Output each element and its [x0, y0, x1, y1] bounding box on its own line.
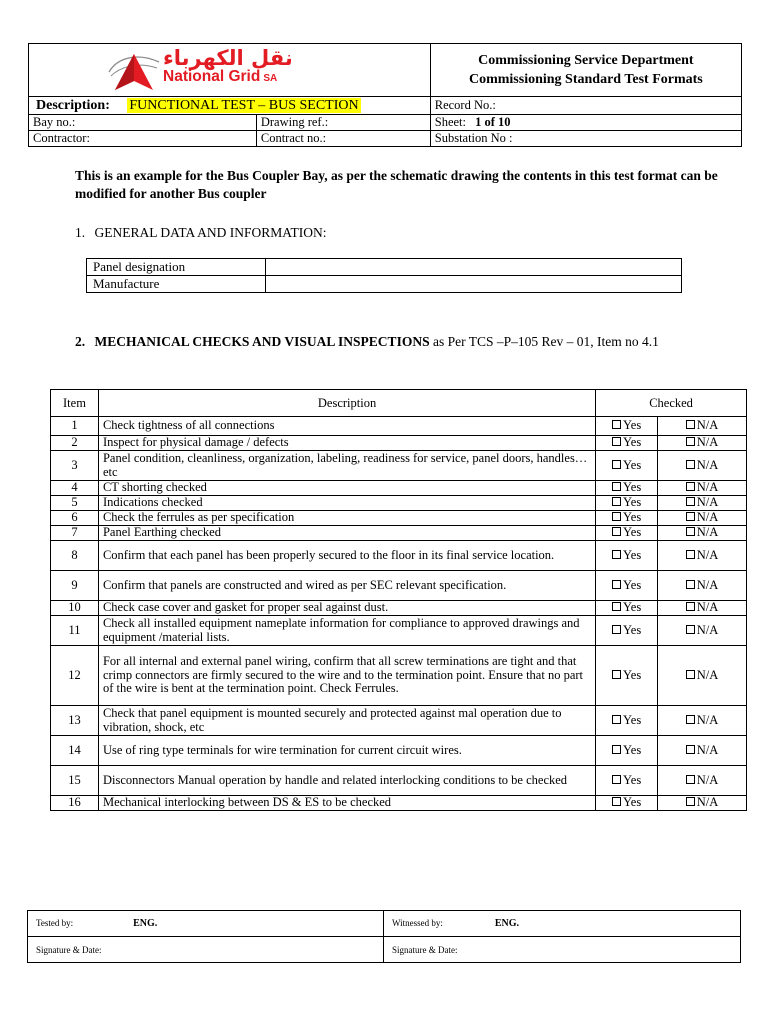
- checkbox-icon: [612, 602, 621, 611]
- contractor-label: Contractor:: [33, 131, 90, 145]
- na-checkbox[interactable]: [658, 616, 747, 646]
- substation-no-cell: [430, 131, 741, 147]
- yes-label: Yes: [623, 495, 642, 510]
- yes-label: Yes: [623, 418, 642, 433]
- description-cell: [29, 97, 431, 115]
- checkbox-icon: [612, 497, 621, 506]
- na-label: N/A: [696, 742, 719, 757]
- contract-no-label: Contract no.:: [260, 131, 327, 145]
- check-item-number: 2: [51, 436, 99, 451]
- na-checkbox[interactable]: [658, 796, 747, 811]
- header-checked: Checked: [596, 390, 747, 417]
- logo-cell: [29, 44, 431, 97]
- yes-label: Yes: [623, 547, 642, 562]
- na-checkbox[interactable]: [658, 451, 747, 481]
- checkbox-icon: [612, 715, 621, 724]
- na-label: N/A: [696, 495, 719, 510]
- check-item-number: 15: [51, 766, 99, 796]
- section-1-title: GENERAL DATA AND INFORMATION:: [94, 225, 327, 240]
- contractor-cell: [29, 131, 257, 147]
- yes-checkbox[interactable]: [596, 706, 658, 736]
- na-label: N/A: [696, 547, 719, 562]
- tested-eng-label: ENG.: [133, 918, 158, 929]
- sheet-label: Sheet:: [434, 115, 466, 129]
- na-checkbox[interactable]: [658, 571, 747, 601]
- general-data-label: Panel designation: [87, 259, 266, 276]
- checkbox-icon: [686, 497, 695, 506]
- yes-checkbox[interactable]: [596, 417, 658, 436]
- checkbox-icon: [612, 550, 621, 559]
- header-item: Item: [51, 390, 99, 417]
- yes-checkbox[interactable]: [596, 616, 658, 646]
- yes-checkbox[interactable]: [596, 496, 658, 511]
- yes-checkbox[interactable]: [596, 436, 658, 451]
- record-no-label: Record No.:: [434, 98, 496, 112]
- general-data-value-field[interactable]: [266, 259, 682, 276]
- checkbox-icon: [686, 512, 695, 521]
- sheet-cell: [430, 115, 741, 131]
- yes-label: Yes: [623, 600, 642, 615]
- yes-label: Yes: [623, 667, 642, 682]
- yes-checkbox[interactable]: [596, 766, 658, 796]
- checkbox-icon: [686, 420, 695, 429]
- logo-arabic-text: نقل الكهرباء: [163, 46, 293, 70]
- check-row: [51, 541, 747, 571]
- header-description: Description: [98, 390, 595, 417]
- logo-sa-text: SA: [263, 73, 278, 84]
- check-item-number: 3: [51, 451, 99, 481]
- yes-label: Yes: [623, 577, 642, 592]
- yes-label: Yes: [623, 712, 642, 727]
- tested-by-label: Tested by:: [36, 918, 74, 928]
- check-description: Panel condition, cleanliness, organization, labeling, readiness for service, panel doors, handles…etc: [98, 451, 595, 481]
- check-item-number: 7: [51, 526, 99, 541]
- na-label: N/A: [696, 480, 719, 495]
- yes-checkbox[interactable]: [596, 526, 658, 541]
- checkbox-icon: [686, 550, 695, 559]
- check-description: CT shorting checked: [98, 481, 595, 496]
- yes-checkbox[interactable]: [596, 451, 658, 481]
- check-row: [51, 451, 747, 481]
- checkbox-icon: [612, 512, 621, 521]
- check-item-number: 11: [51, 616, 99, 646]
- logo-english-text: [163, 69, 277, 86]
- check-description: For all internal and external panel wiring, confirm that all screw terminations are tight and that crimp connectors are firmly secured to the wire and to the termination point. Ensure that no part of the wire is bent at the termination point. Check Ferrules.: [98, 646, 595, 706]
- check-row: [51, 736, 747, 766]
- na-label: N/A: [696, 795, 719, 810]
- national-grid-logo: [107, 44, 367, 96]
- check-row: [51, 646, 747, 706]
- yes-label: Yes: [623, 525, 642, 540]
- check-row: [51, 436, 747, 451]
- na-label: N/A: [696, 667, 719, 682]
- checkbox-icon: [612, 775, 621, 784]
- check-description: Check that panel equipment is mounted securely and protected against mal operation due to vibration, shock, etc: [98, 706, 595, 736]
- check-description: Check all installed equipment nameplate information for compliance to approved drawings and equipment /material lists.: [98, 616, 595, 646]
- section-2-suffix: as Per TCS –P–105 Rev – 01, Item no 4.1: [432, 334, 659, 349]
- check-item-number: 6: [51, 511, 99, 526]
- check-item-number: 9: [51, 571, 99, 601]
- checkbox-icon: [612, 670, 621, 679]
- tested-signature-label: Signature & Date:: [36, 944, 102, 955]
- check-description: Inspect for physical damage / defects: [98, 436, 595, 451]
- check-item-number: 12: [51, 646, 99, 706]
- check-description: Check the ferrules as per specification: [98, 511, 595, 526]
- na-label: N/A: [696, 457, 719, 472]
- check-row: [51, 616, 747, 646]
- witnessed-signature-label: Signature & Date:: [392, 944, 458, 955]
- na-label: N/A: [696, 622, 719, 637]
- na-label: N/A: [696, 525, 719, 540]
- triangle-logo-icon: [107, 48, 161, 92]
- substation-no-label: Substation No :: [434, 131, 513, 145]
- witnessed-by-label: Witnessed by:: [392, 918, 443, 928]
- na-checkbox[interactable]: [658, 646, 747, 706]
- section-2-title: MECHANICAL CHECKS AND VISUAL INSPECTIONS: [94, 334, 430, 349]
- na-label: N/A: [696, 600, 719, 615]
- yes-checkbox[interactable]: [596, 541, 658, 571]
- checkbox-icon: [612, 580, 621, 589]
- yes-label: Yes: [623, 457, 642, 472]
- check-row: [51, 526, 747, 541]
- check-item-number: 13: [51, 706, 99, 736]
- tested-signature-cell[interactable]: [28, 937, 384, 963]
- check-row: [51, 706, 747, 736]
- check-item-number: 16: [51, 796, 99, 811]
- check-row: [51, 511, 747, 526]
- tested-by-cell: [28, 911, 384, 937]
- section-1-heading: [75, 224, 327, 242]
- na-checkbox[interactable]: [658, 481, 747, 496]
- drawing-ref-label: Drawing ref.:: [260, 115, 329, 129]
- witnessed-eng-label: ENG.: [494, 918, 520, 929]
- checkbox-icon: [686, 460, 695, 469]
- checkbox-icon: [612, 460, 621, 469]
- yes-checkbox[interactable]: [596, 601, 658, 616]
- department-cell: [430, 44, 741, 97]
- yes-label: Yes: [623, 622, 642, 637]
- standard-formats-title: Commissioning Standard Test Formats: [468, 72, 703, 87]
- checkbox-icon: [686, 745, 695, 754]
- record-no-cell: [430, 97, 741, 115]
- sheet-value: 1 of 10: [475, 115, 511, 129]
- checkbox-icon: [612, 745, 621, 754]
- section-1-number: 1.: [75, 225, 86, 240]
- na-checkbox[interactable]: [658, 436, 747, 451]
- checkbox-icon: [686, 670, 695, 679]
- checkbox-icon: [686, 602, 695, 611]
- checkbox-icon: [612, 797, 621, 806]
- contract-no-cell: [256, 131, 430, 147]
- checkbox-icon: [612, 625, 621, 634]
- check-item-number: 1: [51, 417, 99, 436]
- na-checkbox[interactable]: [658, 496, 747, 511]
- check-item-number: 4: [51, 481, 99, 496]
- checkbox-icon: [686, 715, 695, 724]
- check-row: [51, 601, 747, 616]
- check-row: [51, 481, 747, 496]
- check-row: [51, 766, 747, 796]
- witnessed-signature-cell[interactable]: [384, 937, 741, 963]
- check-row: [51, 417, 747, 436]
- yes-label: Yes: [623, 510, 642, 525]
- na-checkbox[interactable]: [658, 526, 747, 541]
- description-value: FUNCTIONAL TEST – BUS SECTION: [129, 98, 359, 113]
- na-checkbox[interactable]: [658, 511, 747, 526]
- na-label: N/A: [696, 418, 719, 433]
- check-description: Indications checked: [98, 496, 595, 511]
- na-label: N/A: [696, 435, 719, 450]
- checkbox-icon: [612, 482, 621, 491]
- yes-checkbox[interactable]: [596, 796, 658, 811]
- yes-checkbox[interactable]: [596, 736, 658, 766]
- checkbox-icon: [686, 580, 695, 589]
- section-2-heading: [75, 333, 685, 351]
- na-label: N/A: [696, 510, 719, 525]
- checkbox-icon: [686, 625, 695, 634]
- check-item-number: 10: [51, 601, 99, 616]
- yes-checkbox[interactable]: [596, 481, 658, 496]
- department-title: Commissioning Service Department: [478, 53, 694, 68]
- checkbox-icon: [686, 482, 695, 491]
- signature-table: [27, 910, 741, 963]
- logo-english-name: National Grid: [163, 68, 261, 85]
- na-checkbox[interactable]: [658, 601, 747, 616]
- yes-checkbox[interactable]: [596, 571, 658, 601]
- na-checkbox[interactable]: [658, 706, 747, 736]
- na-label: N/A: [696, 577, 719, 592]
- na-checkbox[interactable]: [658, 736, 747, 766]
- check-row: [51, 571, 747, 601]
- yes-label: Yes: [623, 435, 642, 450]
- na-label: N/A: [696, 772, 719, 787]
- check-description: Confirm that panels are constructed and wired as per SEC relevant specification.: [98, 571, 595, 601]
- check-description: Confirm that each panel has been properly secured to the floor in its final service location.: [98, 541, 595, 571]
- na-label: N/A: [696, 712, 719, 727]
- yes-label: Yes: [623, 742, 642, 757]
- mechanical-checks-table: [50, 389, 747, 811]
- yes-label: Yes: [623, 480, 642, 495]
- check-row: [51, 796, 747, 811]
- check-description: Use of ring type terminals for wire termination for current circuit wires.: [98, 736, 595, 766]
- na-checkbox[interactable]: [658, 541, 747, 571]
- general-data-label: Manufacture: [87, 276, 266, 293]
- checkbox-icon: [612, 437, 621, 446]
- header-table: [28, 43, 742, 147]
- checkbox-icon: [686, 527, 695, 536]
- checkbox-icon: [686, 775, 695, 784]
- bay-no-label: Bay no.:: [33, 115, 76, 129]
- check-description: Check case cover and gasket for proper seal against dust.: [98, 601, 595, 616]
- yes-checkbox[interactable]: [596, 511, 658, 526]
- checkbox-icon: [612, 420, 621, 429]
- general-data-row: [87, 276, 682, 293]
- general-data-row: [87, 259, 682, 276]
- general-data-table: [86, 258, 682, 293]
- yes-checkbox[interactable]: [596, 646, 658, 706]
- intro-paragraph: This is an example for the Bus Coupler Bay, as per the schematic drawing the contents in this test format can be modified for another Bus coupler: [75, 168, 718, 201]
- check-description: Check tightness of all connections: [98, 417, 595, 436]
- checkbox-icon: [686, 797, 695, 806]
- check-item-number: 14: [51, 736, 99, 766]
- checkbox-icon: [686, 437, 695, 446]
- na-checkbox[interactable]: [658, 766, 747, 796]
- yes-label: Yes: [623, 795, 642, 810]
- description-label: Description:: [36, 98, 110, 113]
- checkbox-icon: [612, 527, 621, 536]
- check-description: Panel Earthing checked: [98, 526, 595, 541]
- drawing-ref-cell: [256, 115, 430, 131]
- check-item-number: 8: [51, 541, 99, 571]
- section-2-number: 2.: [75, 334, 86, 349]
- check-description: Disconnectors Manual operation by handle and related interlocking conditions to be checked: [98, 766, 595, 796]
- bay-no-cell: [29, 115, 257, 131]
- check-item-number: 5: [51, 496, 99, 511]
- na-checkbox[interactable]: [658, 417, 747, 436]
- check-row: [51, 496, 747, 511]
- check-description: Mechanical interlocking between DS & ES to be checked: [98, 796, 595, 811]
- yes-label: Yes: [623, 772, 642, 787]
- witnessed-by-cell: [384, 911, 741, 937]
- general-data-value-field[interactable]: [266, 276, 682, 293]
